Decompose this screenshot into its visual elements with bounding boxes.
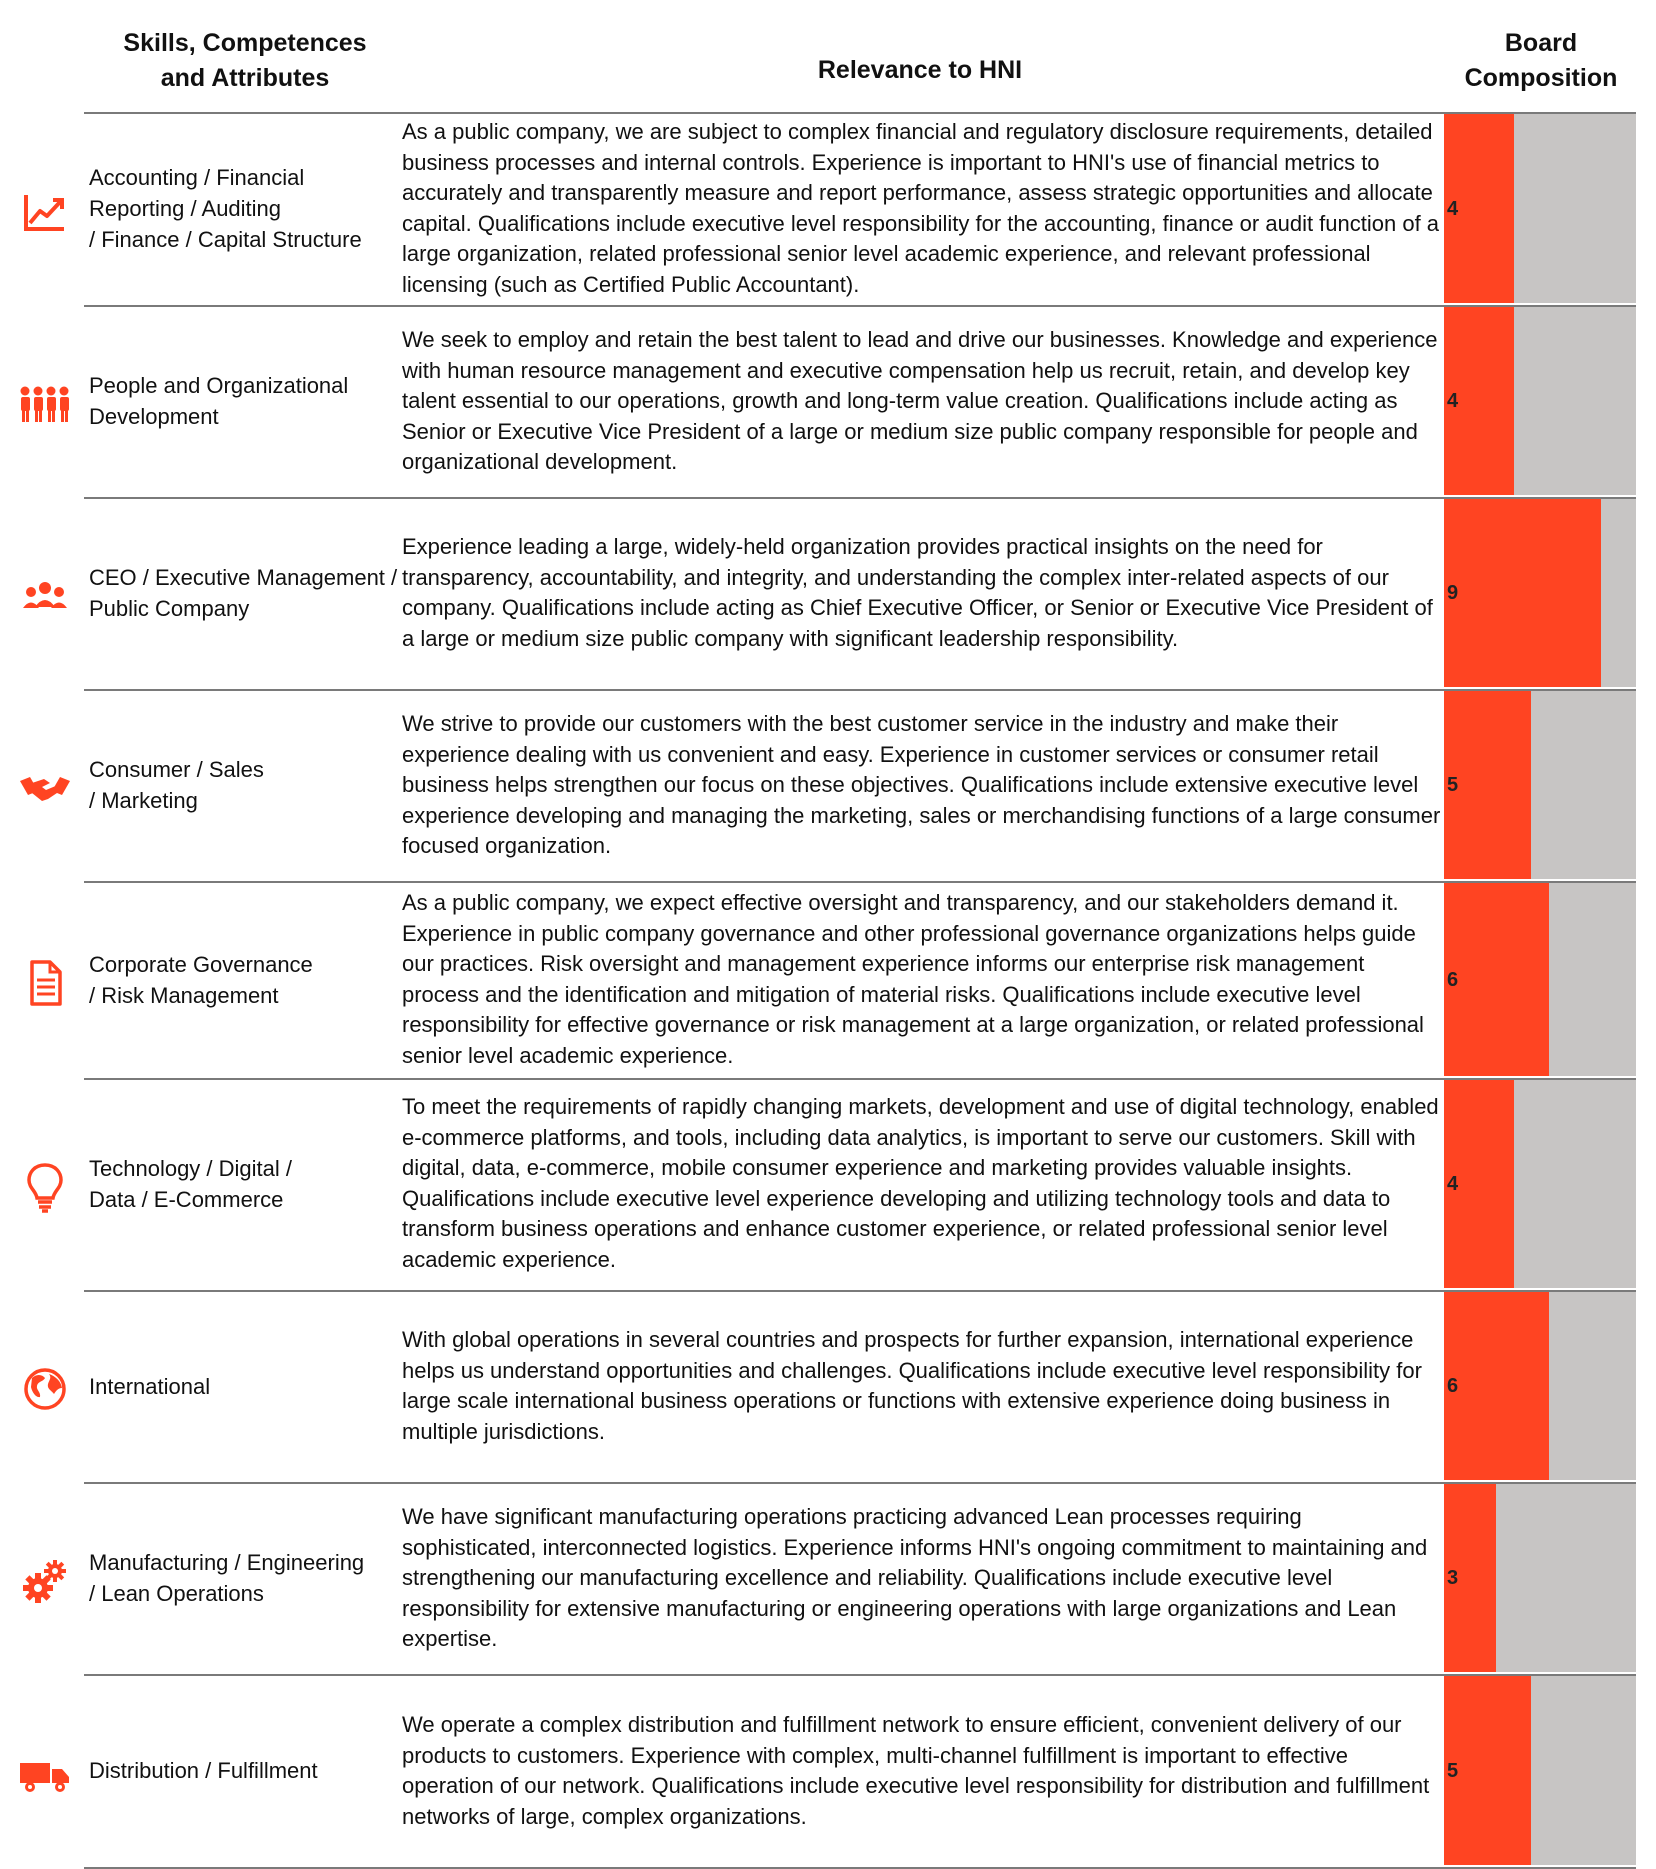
table-row	[0, 689, 1656, 881]
row-divider	[84, 497, 1636, 499]
board-composition-bar	[1444, 499, 1636, 687]
skill-label: International	[89, 1374, 211, 1399]
line-chart-icon	[18, 185, 72, 239]
truck-icon	[18, 1747, 72, 1801]
lightbulb-icon	[18, 1160, 72, 1214]
document-icon	[18, 956, 72, 1010]
board-composition-count: 5	[1447, 1760, 1459, 1782]
relevance-text: We seek to employ and retain the best talent to lead and drive our businesses. Knowledge and experience with human resource management and executive compensation help us recruit, retain, and develop key talent essential to our operations, growth and long-term value creation. Qualifications include acting as Senior or Executive Vice President of a large or medium size public company responsible for people and organizational development.	[402, 327, 1438, 475]
skill-label: Distribution / Fulfillment	[89, 1758, 318, 1783]
row-divider	[84, 1674, 1636, 1676]
skill-label: People and Organizational Development	[89, 373, 349, 429]
table-row	[0, 1078, 1656, 1290]
board-composition-count: 3	[1447, 1567, 1459, 1589]
relevance-text: As a public company, we expect effective oversight and transparency, and our stakeholders demand it. Experience in public company governance and other professional governance organizations helps guide our practices. Risk oversight and management experience informs our enterprise risk management process and the identification and mitigation of material risks. Qualifications include executive level responsibility for effective governance or risk management at a large organization, or related professional senior level academic experience.	[402, 890, 1424, 1068]
table-row	[0, 1482, 1656, 1674]
board-composition-count: 9	[1447, 582, 1459, 604]
board-composition-count: 4	[1447, 1173, 1459, 1195]
skill-label: Corporate Governance / Risk Management	[89, 952, 313, 1008]
board-composition-count: 6	[1447, 1375, 1459, 1397]
row-divider	[84, 689, 1636, 691]
table-row	[0, 497, 1656, 689]
skill-label: Accounting / Financial Reporting / Auditing / Finance / Capital Structure	[89, 165, 362, 252]
table-row	[0, 1674, 1656, 1867]
row-divider	[84, 1078, 1636, 1080]
table-row	[0, 881, 1656, 1078]
board-composition-count: 4	[1447, 390, 1459, 412]
header-board-composition: Board Composition	[1464, 29, 1618, 92]
board-composition-bar	[1444, 691, 1636, 879]
skill-label: Consumer / Sales / Marketing	[89, 757, 264, 813]
board-composition-bar-fill	[1444, 883, 1549, 1076]
table-row	[0, 1290, 1656, 1482]
executive-team-icon	[18, 569, 72, 623]
board-composition-bar	[1444, 1292, 1636, 1480]
header-relevance: Relevance to HNI	[817, 56, 1023, 84]
row-divider	[84, 112, 1636, 114]
globe-icon	[18, 1362, 72, 1416]
table-header	[0, 0, 1656, 112]
board-composition-bar	[1444, 114, 1636, 303]
board-composition-count: 5	[1447, 774, 1459, 796]
gears-icon	[18, 1554, 72, 1608]
board-composition-count: 6	[1447, 969, 1459, 991]
table-row	[0, 112, 1656, 305]
board-composition-bar	[1444, 883, 1636, 1076]
people-group-icon	[18, 377, 72, 431]
row-divider	[84, 881, 1636, 883]
board-composition-bar-fill	[1444, 1292, 1549, 1480]
relevance-text: Experience leading a large, widely-held organization provides practical insights on the need for transparency, accountability, and integrity, and understanding the complex inter-related aspects of our company. Qualifications include acting as Chief Executive Officer, or Senior or Executive Vice President of a large or medium size public company with significant leadership responsibility.	[402, 534, 1433, 651]
relevance-text: As a public company, we are subject to complex financial and regulatory disclosure requirements, detailed business processes and internal controls. Experience is important to HNI's use of financial metrics to accurately and transparently measure and report performance, assess strategic opportunities and allocate capital. Qualifications include executive level responsibility for the accounting, finance or audit function of a large organization, related professional senior level academic experience, and relevant professional licensing (such as Certified Public Accountant).	[402, 119, 1440, 297]
relevance-text: With global operations in several countries and prospects for further expansion, international experience helps us understand opportunities and challenges. Qualifications include executive level responsibility for large scale international business operations or functions with extensive experience doing business in multiple jurisdictions.	[402, 1327, 1422, 1444]
handshake-icon	[18, 761, 72, 815]
relevance-text: We have significant manufacturing operations practicing advanced Lean processes requiring sophisticated, interconnected logistics. Experience informs HNI's ongoing commitment to maintaining and strengthening our manufacturing excellence and reliability. Qualifications include executive level responsibility for extensive manufacturing or engineering operations with large organizations and Lean expertise.	[402, 1504, 1428, 1652]
board-composition-bar	[1444, 1080, 1636, 1288]
row-divider	[84, 1482, 1636, 1484]
row-divider	[84, 305, 1636, 307]
skill-label: CEO / Executive Management / Public Company	[89, 565, 398, 621]
relevance-text: We strive to provide our customers with the best customer service in the industry and make their experience dealing with us convenient and easy. Experience in customer services or consumer retail business helps strengthen our focus on these objectives. Qualifications include extensive executive level experience developing and managing the marketing, sales or merchandising functions of a large consumer focused organization.	[402, 711, 1441, 859]
board-composition-count: 4	[1447, 198, 1459, 220]
board-composition-bar	[1444, 1484, 1636, 1672]
skill-label: Manufacturing / Engineering / Lean Operations	[89, 1550, 365, 1606]
skill-label: Technology / Digital / Data / E-Commerce	[89, 1156, 292, 1212]
board-composition-bar-fill	[1444, 499, 1601, 687]
relevance-text: To meet the requirements of rapidly changing markets, development and use of digital technology, enabled e-commerce platforms, and tools, including data analytics, is important to serve our customers. Skill with digital, data, e-commerce, mobile consumer experience and marketing provides valuable insights. Qualifications include executive level experience developing and utilizing technology tools and data to transform business operations and enhance customer experience, or related professional senior level academic experience.	[402, 1094, 1439, 1272]
relevance-text: We operate a complex distribution and fulfillment network to ensure efficient, convenient delivery of our products to customers. Experience with complex, multi-channel fulfillment is important to effective operation of our network. Qualifications include executive level responsibility for distribution and fulfillment networks of large, complex organizations.	[402, 1712, 1430, 1829]
board-composition-bar	[1444, 1676, 1636, 1865]
board-composition-bar	[1444, 307, 1636, 495]
header-skills: Skills, Competences and Attributes	[123, 29, 367, 92]
row-divider	[84, 1290, 1636, 1292]
table-row	[0, 305, 1656, 497]
